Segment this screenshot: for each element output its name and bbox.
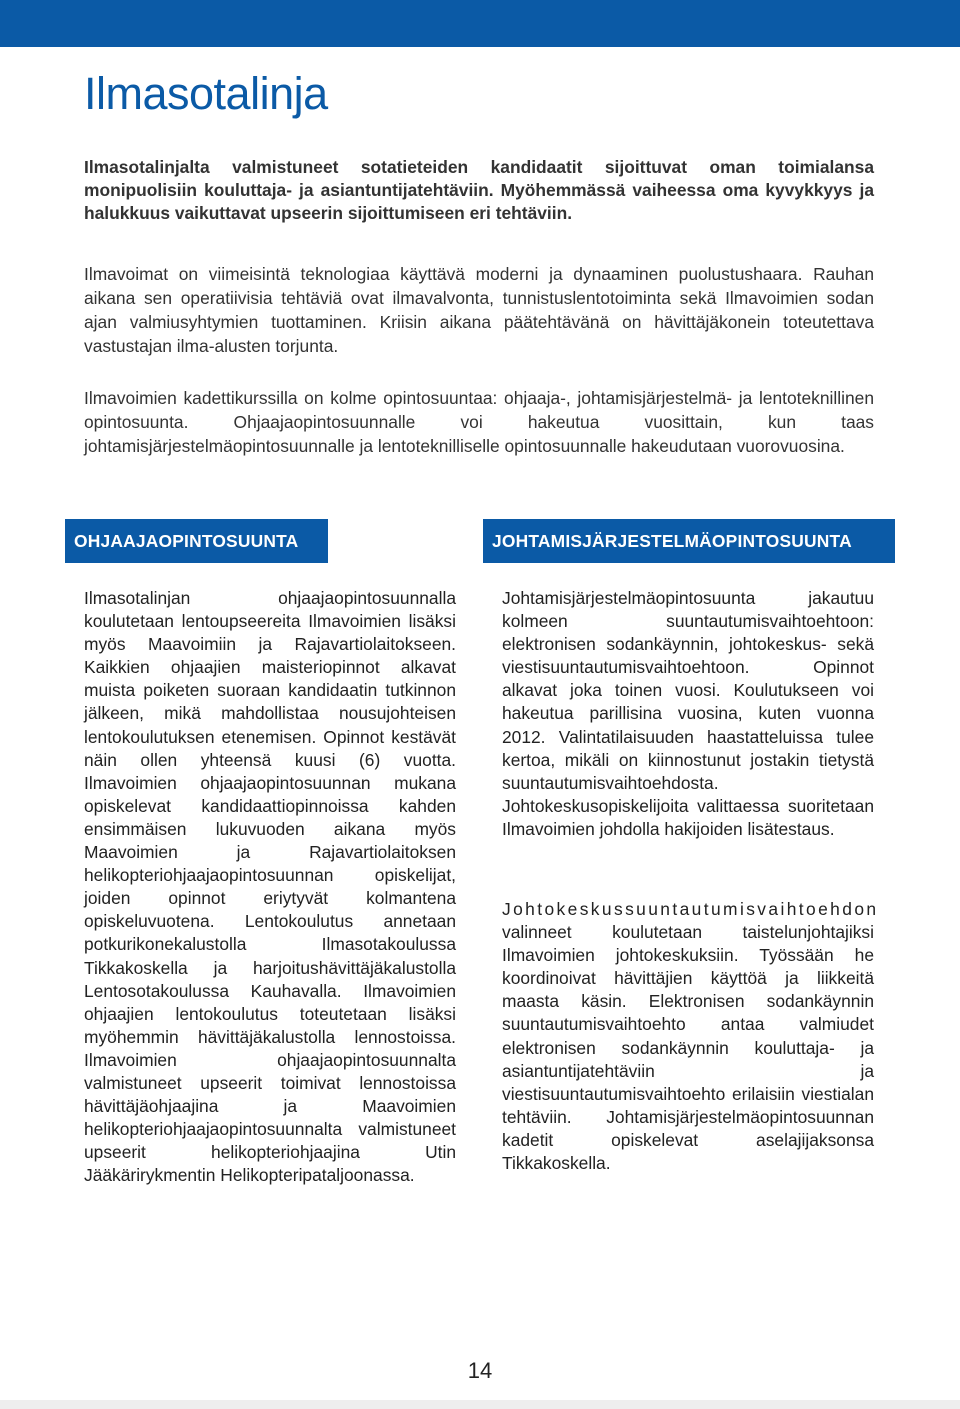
page-number: 14 <box>467 1358 493 1383</box>
command-systems-heading: JOHTAMISJÄRJESTELMÄOPINTOSUUNTA <box>483 519 895 563</box>
command-systems-text-2 <box>502 898 879 1175</box>
intro-paragraph-2: Ilmavoimien kadettikurssilla on kolme opintosuuntaa: ohjaaja-, johtamisjärjestelmä- ja lentoteknillinen opintosuunta. Ohjaajaopintosuunnalle voi hakeutua vuosittain, kun taas johtamisjärjestelmäopintosuunnalle ja lentoteknilliselle opintosuunnalle hakeudutaan vuorovuosina. <box>84 388 874 456</box>
pilot-study-text: Ilmasotalinjan ohjaajaopintosuunnalla koulutetaan lentoupseereita Ilmavoimien lisäksi myös Maavoimiin ja Rajavartiolaitokseen. Kaikkien ohjaajien maisteriopinnot alkavat muista poiketen suoraan kandidaatin tutkinnon jälkeen, mikä mahdollistaa nousujohteisen lentokoulutuksen etenemisen. Opinnot kestävät näin ollen yhteensä kuusi (6) vuotta. Ilmavoimien ohjaajaopintosuunnan mukana opiskelevat kandidaattiopinnoissa kahden ensimmäisen lukuvuoden aikana myös Maavoimien ja Rajavartiolaitoksen helikopteriohjaajaopintosuunnan opiskelijat, joiden opinnot eriytyvät kolmantena opiskeluvuotena. Lentokoulutus annetaan potkurikonekalustolla Ilmasotakoulussa Tikkakoskella ja harjoitushävittäjäkalustolla Lentosotakoulussa Kauhavalla. Ilmavoimien ohjaajien lentokoulutus toteutetaan lisäksi myöhemmin hävittäjäkalustolla lennostoissa. Ilmavoimien ohjaajaopintosuunnalta valmistuneet upseerit toimivat lennostoissa hävittäjäohjaajina ja Maavoimien helikopteriohjaajaopintosuunnalta valmistuneet upseerit helikopteriohjaajina Utin Jääkärirykmentin Helikopteripataljoonassa. <box>84 588 456 1186</box>
command-center-text: valinneet koulutetaan taistelunjohtajiksi Ilmavoimien johtokeskuksiin. Työssään he koordinoivat hävittäjien käyttöä ja liikkeitä maasta käsin. Elektronisen sodankäynnin suuntautumisvaihtoehto antaa valmiudet elektronisen sodankäynnin kouluttaja- ja asiantuntijatehtäviin ja viestisuuntautumisvaihtoehto erilaisiin viestialan tehtäviin. Johtamisjärjestelmäopintosuunnan kadetit opiskelevat aselajijaksonsa Tikkakoskella. <box>502 922 874 1174</box>
command-systems-text-1: Johtamisjärjestelmäopintosuunta jakautuu kolmeen suuntautumisvaihtoehtoon: elektronisen sodankäynnin, johtokeskus- sekä viestisuuntautumisvaihtoehtoon. Opinnot alkavat joka toinen vuosi. Koulutukseen voi hakeutua parillisina vuosina, kuten vuonna 2012. Valintatilaisuuden haastatteluissa tulee kertoa, mikäli on kiinnostunut jostakin tietystä suuntautumisvaihtoehdosta. Johtokeskusopiskelijoita valittaessa suoritetaan Ilmavoimien johdolla hakijoiden lisätestaus. <box>502 588 874 839</box>
command-center-lead-word: Johtokeskussuuntautumisvaihtoehdon <box>502 899 879 919</box>
pilot-study-heading: OHJAAJAOPINTOSUUNTA <box>65 519 328 563</box>
bottom-strip <box>0 1400 960 1409</box>
lead-paragraph: Ilmasotalinjalta valmistuneet sotatieteiden kandidaatit sijoittuvat oman toimialansa monipuolisiin kouluttaja- ja asiantuntijatehtäviin. Myöhemmässä vaiheessa oma kyvykkyys ja halukkuus vaikuttavat upseerin sijoittumiseen eri tehtäviin. <box>84 157 874 223</box>
top-color-bar <box>0 0 960 47</box>
intro-paragraph-1: Ilmavoimat on viimeisintä teknologiaa käyttävä moderni ja dynaaminen puolustushaara. Rauhan aikana sen operatiivisia tehtäviä ovat ilmavalvonta, tunnistuslentotoiminta sekä Ilmavoimien sodan ajan valmiusyhtymien tuottaminen. Kriisin aikana päätehtävänä on hävittäjäkonein toteutettava vastustajan ilma-alusten torjunta. <box>84 264 874 356</box>
page-title: Ilmasotalinja <box>84 68 328 119</box>
